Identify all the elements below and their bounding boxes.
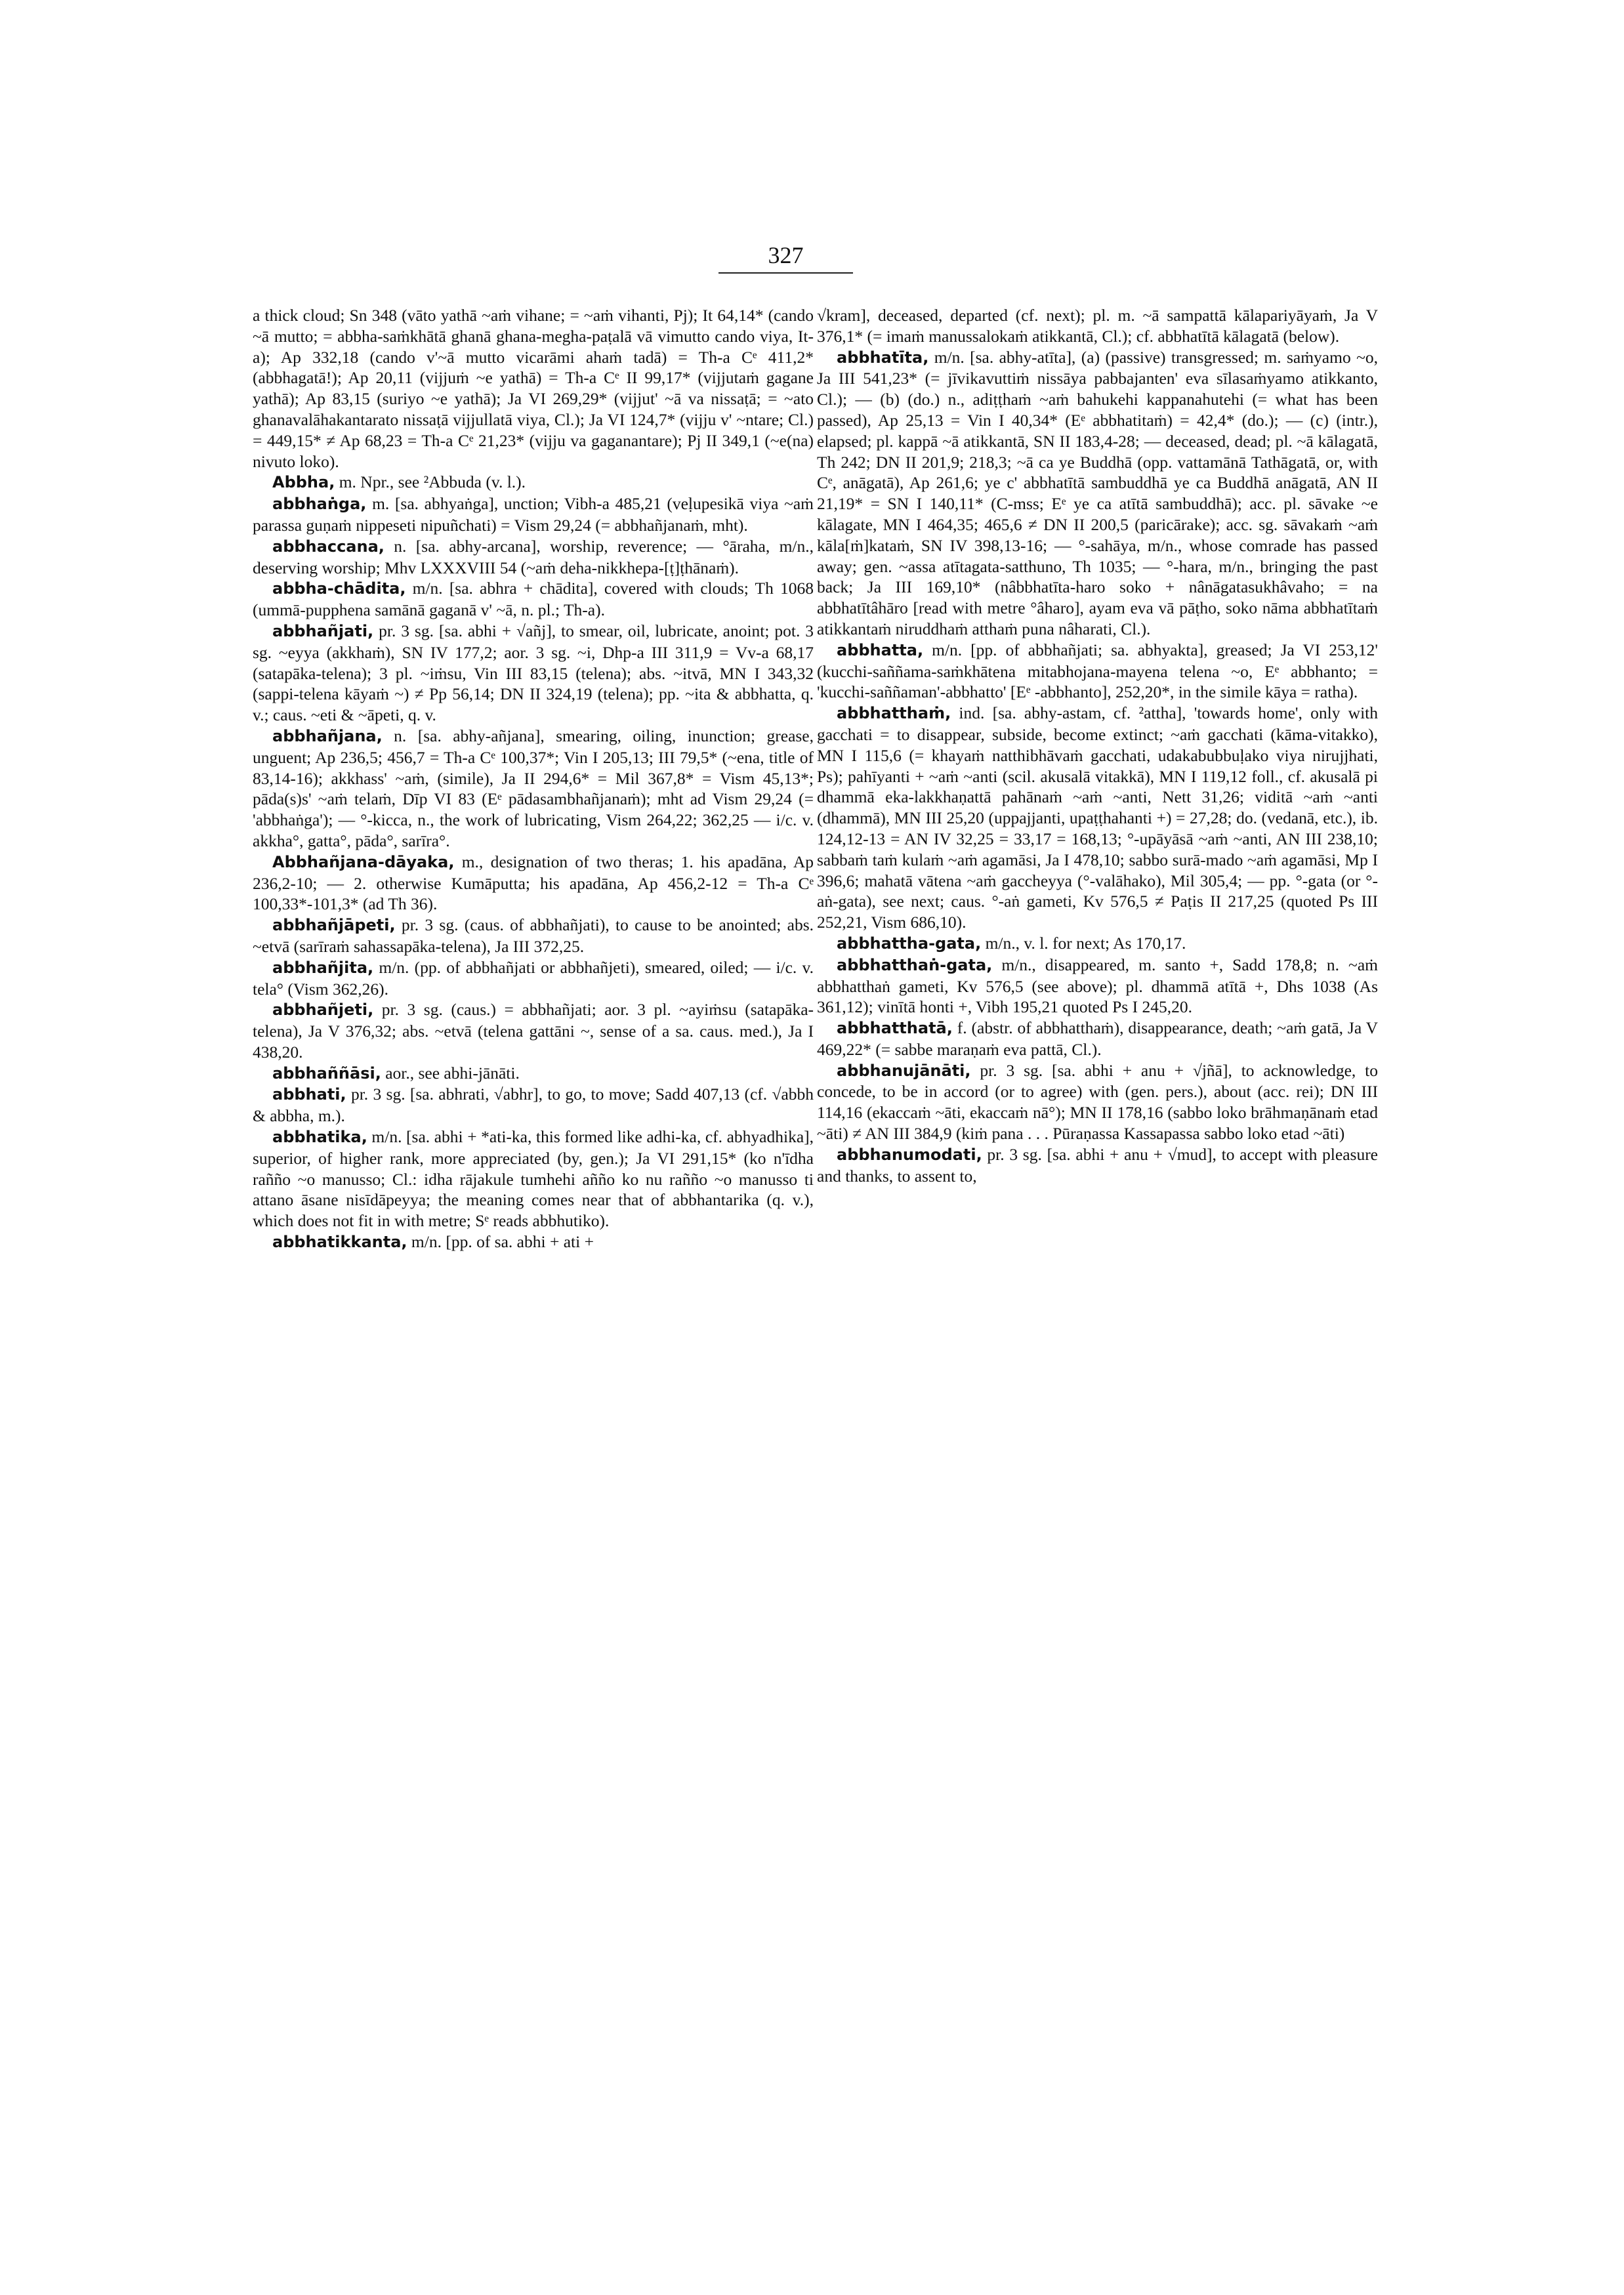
- entry-body: m/n. [sa. abhra + chādita], covered with clouds; Th 1068 (ummā-pupphena samānā gaganā v' ~ā, n. pl.; Th-a).: [253, 579, 814, 620]
- entry-headword: abbhañjeti,: [272, 1001, 374, 1020]
- dictionary-entry: [253, 493, 814, 536]
- entry-body: n. [sa. abhy-añjana], smearing, oiling, inunction; grease, unguent; Ap 236,5; 456,7 = Th-a Cᵉ 100,37*; Vin I 205,13; III 79,5* (~ena, title of 83,14-16); akkhass' ~aṁ, (simile), Ja II 294,6* = Mil 367,8* = Vism 45,13*; pāda(s)s' ~aṁ telaṁ, Dīp VI 83 (Eᵉ pādasambhañjanaṁ); mht ad Vism 29,24 (= 'abbhaṅga'); — °-kicca, n., the work of lubricating, Vism 264,22; 362,25 — i/c. v. akkha°, gatta°, pāda°, sarīra°.: [253, 726, 814, 850]
- right-column: [817, 305, 1378, 1186]
- dictionary-entry: [253, 1063, 814, 1085]
- entry-headword: abbhañjati,: [272, 621, 374, 640]
- left-column: [253, 305, 814, 1253]
- entry-headword: abbhatthaṅ-gata,: [837, 955, 993, 974]
- entry-body: m/n. (pp. of abbhañjati or abbhañjeti), smeared, oiled; — i/c. v. tela° (Vism 362,26).: [253, 957, 814, 999]
- entry-headword: abbhañjana,: [272, 726, 383, 745]
- dictionary-entry: [817, 955, 1378, 1018]
- dictionary-entry: [817, 1018, 1378, 1060]
- entry-headword: abbhatthatā,: [837, 1019, 953, 1038]
- entry-body: m. Npr., see ²Abbuda (v. l.).: [339, 472, 526, 492]
- dictionary-entry: [253, 536, 814, 579]
- entry-body: pr. 3 sg. (caus.) = abbhañjati; aor. 3 pl. ~ayiṁsu (satapāka-telena), Ja V 376,32; abs. ~etvā (telena gattāni ~, sense of a sa. caus. med.), Ja I 438,20.: [253, 1000, 814, 1062]
- entry-body: √kram], deceased, departed (cf. next); pl. m. ~ā sampattā kālapariyāyaṁ, Ja V 376,1* (= imaṁ manussalokaṁ atikkantā, Cl.); cf. abbhatītā kālagatā (below).: [817, 306, 1378, 346]
- dictionary-entry: [253, 999, 814, 1062]
- entry-body: aor., see abhi-jānāti.: [385, 1063, 520, 1083]
- entry-body: n. [sa. abhy-arcana], worship, reverence; — °āraha, m/n., deserving worship; Mhv LXXXVIII 54 (~aṁ deha-nikkhepa-[ṭ]ṭhānaṁ).: [253, 536, 814, 577]
- entry-headword: abbhatta,: [837, 640, 924, 659]
- dictionary-entry: [253, 578, 814, 621]
- dictionary-entry: [817, 703, 1378, 933]
- entry-body: pr. 3 sg. [sa. abhi + anu + √mud], to accept with pleasure and thanks, to assent to,: [817, 1144, 1379, 1186]
- dictionary-entry: [253, 852, 814, 915]
- dictionary-entry: [817, 640, 1378, 703]
- entry-continuation: [253, 305, 814, 472]
- entry-headword: abbhañjāpeti,: [272, 916, 396, 935]
- dictionary-entry: [253, 1231, 814, 1253]
- dictionary-entry: [253, 915, 814, 957]
- entry-headword: abbha-chādita,: [272, 579, 406, 598]
- entry-headword: abbhatikkanta,: [272, 1233, 407, 1252]
- page-number-rule: [718, 272, 853, 274]
- entry-body: m/n. [sa. abhi + *ati-ka, this formed like adhi-ka, cf. abhyadhika], superior, of higher rank, more appreciated (by, gen.); Ja VI 291,15* (ko n'īdha rañño ~o manusso; Cl.: idha rājakule tumhehi añño ko nu rañño ~o manusso ti attano āsane nisīdāpeyya; the meaning comes near that of abbhantarika (q. v.), which does not fit in with metre; Sᵉ reads abbhutiko).: [253, 1127, 814, 1231]
- entry-body: m/n., disappeared, m. santo +, Sadd 178,8; n. ~aṁ abbhatthaṅ gameti, Kv 576,5 (see above); pl. dhammā atītā +, Dhs 1038 (As 361,12); vinītā honti +, Vibh 195,21 quoted Ps I 245,20.: [817, 955, 1378, 1017]
- dictionary-entry: [253, 472, 814, 493]
- dictionary-entry: [253, 957, 814, 1000]
- entry-body: m., designation of two theras; 1. his apadāna, Ap 236,2-10; — 2. otherwise Kumāputta; his apadāna, Ap 456,2-12 = Th-a Cᵉ 100,33*-101,3* (ad Th 36).: [253, 852, 814, 914]
- entry-body: f. (abstr. of abbhatthaṁ), disappearance, death; ~aṁ gatā, Ja V 469,22* (= sabbe maraṇaṁ eva pattā, Cl.).: [817, 1018, 1379, 1059]
- entry-headword: abbhaccana,: [272, 537, 385, 556]
- entry-body: m. [sa. abhyaṅga], unction; Vibh-a 485,21 (veḷupesikā viya ~aṁ parassa guṇaṁ nippeseti nipuñchati) = Vism 29,24 (= abbhañjanaṁ, mht).: [253, 494, 814, 535]
- entry-body: pr. 3 sg. [sa. abhrati, √abhr], to go, to move; Sadd 407,13 (cf. √abbh & abbha, m.).: [253, 1085, 814, 1126]
- entry-body: pr. 3 sg. (caus. of abbhañjati), to cause to be anointed; abs. ~etvā (sarīraṁ sahassapāka-telena), Ja III 372,25.: [253, 915, 814, 956]
- entry-headword: abbhanumodati,: [837, 1145, 982, 1164]
- entry-body: pr. 3 sg. [sa. abhi + √añj], to smear, oil, lubricate, anoint; pot. 3 sg. ~eyya (akkhaṁ), SN IV 177,2; aor. 3 sg. ~i, Dhp-a III 311,9 = Vv-a 68,17 (satapāka-telena); 3 pl. ~iṁsu, Vin III 83,15 (telena); abs. ~itvā, MN I 343,32 (sappi-telena kāyaṁ ~) ≠ Pp 56,14; DN II 324,19 (telena); pp. ~ita & abbhatta, q. v.; caus. ~eti & ~āpeti, q. v.: [253, 621, 814, 725]
- entry-headword: abbhaññāsi,: [272, 1064, 381, 1083]
- entry-headword: abbhatika,: [272, 1128, 367, 1147]
- entry-headword: abbhatthaṁ,: [837, 704, 951, 723]
- entry-body: m/n. [pp. of sa. abhi + ati +: [411, 1232, 594, 1252]
- dictionary-entry: [817, 933, 1378, 955]
- page-number: 327: [768, 242, 804, 268]
- entry-body: m/n., v. l. for next; As 170,17.: [985, 933, 1186, 953]
- entry-headword: Abbhañjana-dāyaka,: [272, 852, 455, 871]
- entry-headword: abbhatīta,: [837, 348, 929, 367]
- entry-body: pr. 3 sg. [sa. abhi + anu + √jñā], to acknowledge, to concede, to be in accord (or to agree) with (gen. pers.), about (acc. rei); DN III 114,16 (ekaccaṁ ~āti, ekaccaṁ nā°); MN II 178,16 (sabbo loko brāhmaṇānaṁ etad ~āti) ≠ AN III 384,9 (kiṁ pana . . . Pūraṇassa Kassapassa sabbo loko etad ~āti): [817, 1060, 1378, 1144]
- entry-headword: abbhañjita,: [272, 958, 374, 977]
- entry-headword: abbhattha-gata,: [837, 934, 982, 953]
- entry-headword: abbhaṅga,: [272, 495, 367, 514]
- entry-body: a thick cloud; Sn 348 (vāto yathā ~aṁ vihane; = ~aṁ vihanti, Pj); It 64,14* (cando ~ā mutto; = abbha-saṁkhātā ghanā ghana-megha-paṭalā vā vimutto cando viya, It-a); Ap 332,18 (cando v'~ā mutto vicarāmi ahaṁ tadā) = Th-a Cᵉ 411,2* (abbhagatā!); Ap 20,11 (vijjuṁ ~e yathā) = Th-a Cᵉ II 99,17* (vijjutaṁ gagane yathā); Ap 83,15 (suriyo ~e yathā); Ja VI 269,29* (vijjut' ~ā va nissaṭā; = ~ato ghanavalāhakantarato nissaṭā vijjullatā viya, Cl.); Ja VI 124,7* (vijju v' ~ntare; Cl.) = 449,15* ≠ Ap 68,23 = Th-a Cᵉ 21,23* (vijju va gaganantare); Pj II 349,1 (~e(na) nivuto loko).: [253, 306, 814, 471]
- entry-headword: abbhati,: [272, 1085, 346, 1104]
- dictionary-entry: [253, 1084, 814, 1127]
- dictionary-entry: [253, 726, 814, 852]
- entry-body: m/n. [sa. abhy-atīta], (a) (passive) transgressed; m. saṁyamo ~o, Ja III 541,23* (= jīvikavuttiṁ nissāya pabbajanten' eva sīlasaṁyamo atikkanto, Cl.); — (b) (do.) n., adiṭṭhaṁ ~aṁ bahukehi kappanahutehi (= what has been passed), Ap 25,13 = Vin I 40,34* (Eᵉ abbhatitaṁ) = 42,4* (do.); — (c) (intr.), elapsed; pl. kappā ~ā atikkantā, SN II 183,4-28; — deceased, dead; pl. ~ā kālagatā, Th 242; DN II 201,9; 218,3; ~ā ca ye Buddhā (opp. vattamānā Tathāgatā, or, with Cᵉ, anāgatā), Ap 261,6; ye c' abbhatītā sambuddhā ye ca Buddhā anāgatā, AN II 21,19* = SN I 140,11* (C-mss; Eᵉ ye ca atītā sambuddhā); acc. pl. sāvake ~e kālagate, MN I 464,35; 465,6 ≠ DN II 200,5 (paricārake); acc. sg. sāvakaṁ ~aṁ kāla[ṁ]kataṁ, SN IV 398,13-16; — °-sahāya, m/n., whose comrade has passed away; gen. ~assa atītagata-satthuno, Th 1035; — °-hara, m/n., bringing the past back; Ja III 169,10* (nâbbhatīta-haro soko + nânāgatasukhâvaho; = na abbhatītâhāro [read with metre °âharo], ayam eva vā pāṭho, soko nāma abbhatītaṁ atikkantaṁ niruddhaṁ atthaṁ puna nâharati, Cl.).: [817, 347, 1378, 638]
- entry-headword: abbhanujānāti,: [837, 1061, 971, 1080]
- dictionary-entry: [817, 1144, 1378, 1187]
- dictionary-entry: [253, 621, 814, 726]
- dictionary-entry: [817, 347, 1378, 640]
- entry-headword: Abbha,: [272, 473, 335, 492]
- entry-body: m/n. [pp. of abbhañjati; sa. abhyakta], greased; Ja VI 253,12' (kucchi-saññama-saṁkhātena mitabhojana-mayena telena ~o, Eᵉ abbhanto; = 'kucchi-saññaman'-abbhatto' [Eᵉ -abbhanto], 252,20*, in the simile kāya = ratha).: [817, 640, 1378, 702]
- dictionary-entry: [253, 1127, 814, 1231]
- entry-continuation: [817, 305, 1378, 347]
- dictionary-entry: [817, 1060, 1378, 1144]
- entry-body: ind. [sa. abhy-astam, cf. ²attha], 'towards home', only with gacchati = to disappear, subside, become extinct; ~aṁ gacchati (kāma-vitakko), MN I 115,6 (= khayaṁ natthibhāvaṁ gacchati, udakabubbuḷako viya nirujjhati, Ps); pahīyanti + ~aṁ ~anti (scil. akusalā vitakkā), MN I 119,12 foll., cf. akusalā pi dhammā eka-lakkhaṇattā pahānaṁ ~aṁ ~anti, Nett 31,26; viditā ~aṁ ~anti (dhammā), MN III 25,20 (uppajjanti, upaṭṭhahanti +) = 27,28; do. (vedanā, etc.), ib. 124,12-13 = AN IV 32,25 = 33,17 = 168,13; °-upāyāsā ~aṁ ~anti, AN III 238,10; sabbaṁ taṁ kulaṁ ~aṁ agamāsi, Ja I 478,10; sabbo surā-mado ~aṁ agamāsi, Mp I 396,6; mahatā vātena ~aṁ gaccheyya (°-valāhako), Mil 305,4; — pp. °-gata (or °-aṅ-gata), see next; caus. °-aṅ gameti, Kv 576,5 ≠ Paṭis II 217,25 (quoted Ps III 252,21, Vism 686,10).: [817, 703, 1378, 932]
